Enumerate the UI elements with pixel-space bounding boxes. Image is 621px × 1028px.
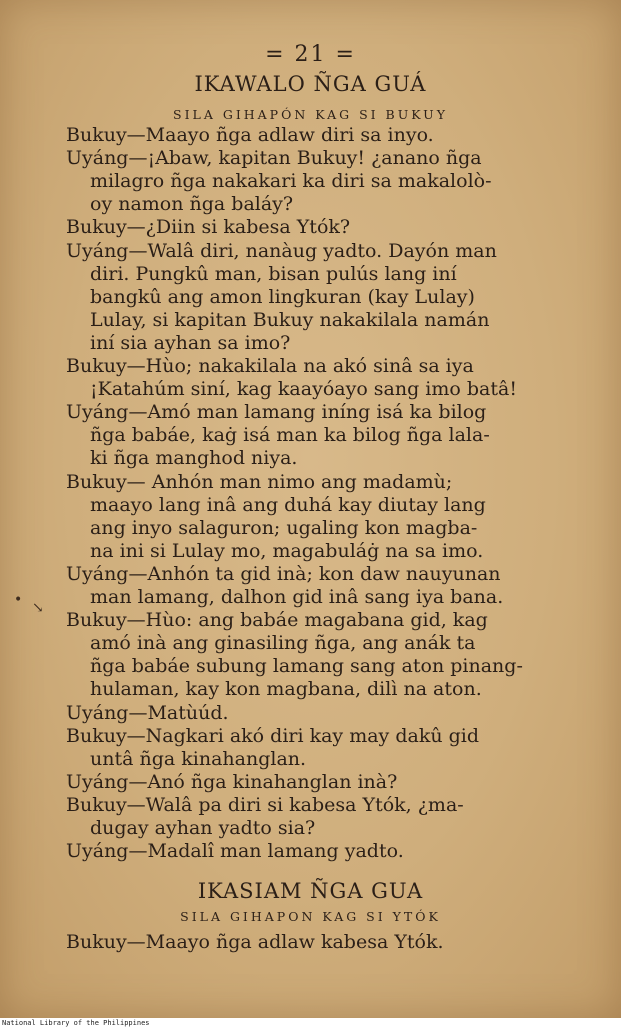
dialogue-line: untâ ñga kinahanglan.	[90, 747, 307, 770]
ink-mark: ↘	[32, 600, 44, 616]
dialogue-line: Uyáng—¡Abaw, kapitan Bukuy! ¿anano ñga	[66, 147, 482, 170]
dialogue-line: Bukuy— Anhón man nimo ang madamù;	[66, 470, 453, 493]
dialogue-line: Bukuy—Maayo ñga adlaw diri sa inyo.	[66, 124, 434, 146]
dialogue-line: ¡Katahúm siní, kag kaayóayo sang imo batâ!	[90, 378, 517, 401]
dialogue-line: Bukuy—Nagkari akó diri kay may dakû gid	[66, 724, 480, 747]
dialogue-line: bangkû ang amon lingkuran (kay Lulay)	[90, 285, 475, 308]
dialogue-line: hulaman, kay kon magbana, dilì na aton.	[90, 678, 482, 701]
ink-mark: •	[14, 592, 23, 608]
dialogue-line: ñga babáe subung lamang sang aton pinang-	[90, 655, 523, 678]
dialogue-line: Uyáng—Matùúd.	[66, 701, 229, 724]
section-2-title: IKASIAM ÑGA GUA	[197, 879, 424, 903]
page-number: = 21 =	[265, 42, 356, 67]
dialogue-line: Bukuy—Walâ pa diri si kabesa Ytók, ¿ma-	[66, 793, 464, 816]
dialogue-line: ang inyo salaguron; ugaling kon magba-	[90, 516, 478, 539]
dialogue-line: amó inà ang ginasiling ñga, ang anák ta	[90, 632, 476, 655]
dialogue-line: na ini si Lulay mo, magabuláġ na sa imo.	[90, 539, 484, 562]
dialogue-line: milagro ñga nakakari ka diri sa makalolò-	[90, 170, 492, 193]
dialogue-line: Lulay, si kapitan Bukuy nakakilala namán	[90, 308, 490, 331]
library-footer: National Library of the Philippines	[2, 1019, 150, 1027]
dialogue-line: Bukuy—Hùo; nakakilala na akó sinâ sa iya	[66, 355, 474, 377]
section-1-subtitle: SILA GIHAPÓN KAG SI BUKUY	[173, 107, 448, 122]
dialogue-line: Bukuy—Maayo ñga adlaw kabesa Ytók.	[66, 931, 444, 953]
dialogue-line: dugay ayhan yadto sia?	[90, 817, 316, 839]
dialogue-line: maayo lang inâ ang duhá kay diutay lang	[90, 493, 486, 516]
dialogue-line: Bukuy—¿Diin si kabesa Ytók?	[66, 216, 351, 239]
dialogue-line: Uyáng—Madalî man lamang yadto.	[66, 840, 404, 863]
dialogue-line: Uyáng—Walâ diri, nanàug yadto. Dayón man	[66, 239, 497, 262]
dialogue-line: ki ñga manghod niya.	[90, 447, 298, 470]
dialogue-line: ñga babáe, kaġ isá man ka bilog ñga lala-	[90, 424, 490, 447]
dialogue-line: Bukuy—Hùo: ang babáe magabana gid, kag	[66, 609, 488, 632]
dialogue-line: man lamang, dalhon gid inâ sang iya bana.	[90, 586, 504, 608]
dialogue-line: Uyáng—Amó man lamang iníng isá ka bilog	[66, 401, 487, 424]
section-1-title: IKAWALO ÑGA GUÁ	[194, 72, 427, 96]
dialogue-line: oy namon ñga baláy?	[90, 193, 294, 216]
dialogue-line: Uyáng—Anhón ta gid inà; kon daw nauyunan	[66, 562, 501, 585]
dialogue-line: iní sia ayhan sa imo?	[90, 331, 291, 354]
section-2-subtitle: SILA GIHAPON KAG SI YTÓK	[180, 909, 441, 924]
dialogue-line: diri. Pungkû man, bisan pulús lang iní	[90, 262, 457, 285]
dialogue-line: Uyáng—Anó ñga kinahanglan inà?	[66, 770, 398, 793]
